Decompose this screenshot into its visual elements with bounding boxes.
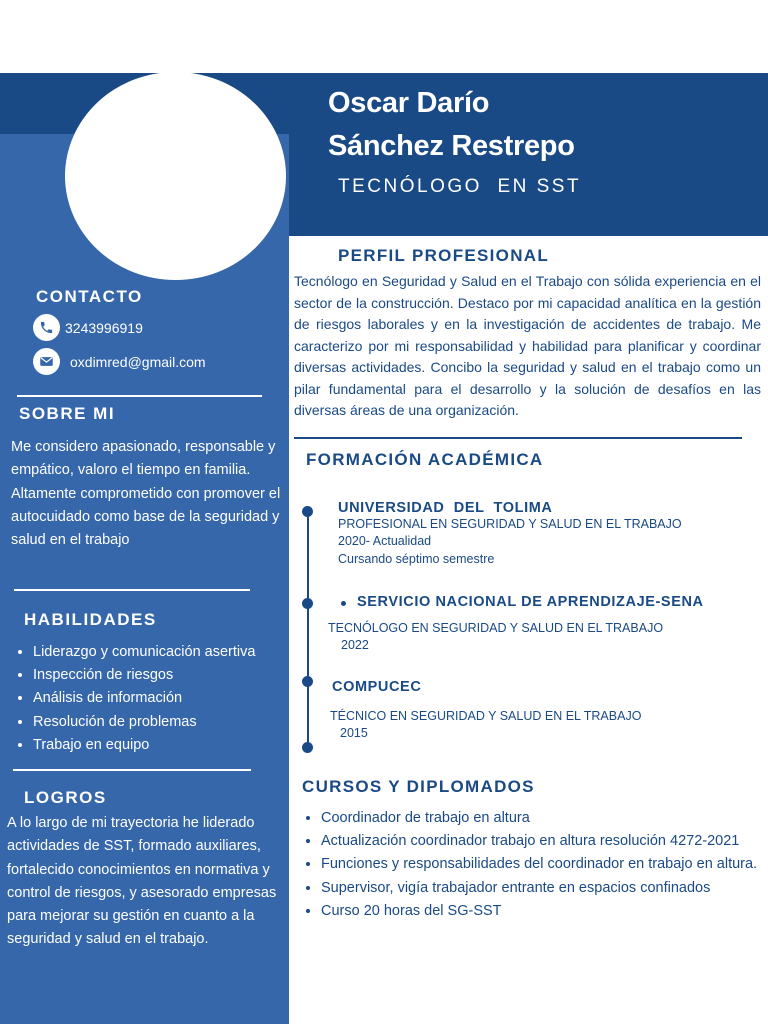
contact-email-row [33,348,206,375]
contact-email[interactable]: oxdimred@gmail.com [70,353,206,370]
profile-heading: PERFIL PROFESIONAL [338,246,550,265]
skill-item: • Análisis de información [33,687,255,710]
skill-item: • Liderazgo y comunicación asertiva [33,641,255,664]
skill-item: • Inspección de riesgos [33,664,255,687]
education-degree: TECNÓLOGO EN SEGURIDAD Y SALUD EN EL TRABAJO [328,621,664,635]
timeline-dot [302,506,313,517]
skill-item: • Trabajo en equipo [33,734,255,757]
education-heading: FORMACIÓN ACADÉMICA [306,450,544,469]
course-item: • Funciones y responsabilidades del coordinador en trabajo en altura. [321,853,768,876]
phone-icon [33,314,60,341]
about-text: Me considero apasionado, responsable y empático, valoro el tiempo en familia. Altamente comprometido con promover el autocuidado como base de la seguridad y salud en el trabajo [11,439,281,549]
course-item: • Coordinador de trabajo en altura [321,807,768,830]
contact-phone[interactable]: 3243996919 [65,319,143,336]
timeline-dot [302,598,313,609]
education-degree: TÉCNICO EN SEGURIDAD Y SALUD EN EL TRABAJO [330,709,642,723]
education-degree: PROFESIONAL EN SEGURIDAD Y SALUD EN EL TRABAJO [338,517,682,531]
contact-heading: CONTACTO [36,287,143,306]
about-heading: SOBRE MI [19,404,116,423]
name-line-2: Sánchez Restrepo [328,130,575,162]
achievements-text: A lo largo de mi trayectoria he liderado actividades de SST, formado auxiliares, fortalecido conocimientos en normativa y control de riesgos, y asesorado empresas para mejorar su gestión en cuanto a la seguridad y salud en el trabajo. [7,815,277,948]
candidate-name [328,82,575,168]
timeline-dot [302,676,313,687]
education-institution: COMPUCEC [332,679,422,695]
bullet-icon [341,601,346,606]
skills-list [13,641,255,757]
profile-text: Tecnólogo en Seguridad y Salud en el Trabajo con sólida experiencia en el sector de la construcción. Destaco por mi capacidad analítica en la gestión de riesgos laborales y en la investigación de accidentes de trabajo. Me caracterizo por mi responsabilidad y habilidad para planificar y coordinar diversas actividades. Concibo la seguridad y salud en el trabajo como un pilar fundamental para el desarrollo y la solución de desafíos en las diversas áreas de una organización. [294,273,761,418]
education-note: Cursando séptimo semestre [338,552,495,566]
sidebar-divider [14,589,250,591]
education-timeline [307,511,309,748]
name-line-1: Oscar Darío [328,87,490,119]
course-item: • Supervisor, vigía trabajador entrante en espacios confinados [321,877,768,900]
timeline-dot [302,742,313,753]
course-item: • Actualización coordinador trabajo en altura resolución 4272-2021 [321,830,768,853]
sidebar-divider [17,395,262,397]
envelope-icon [33,348,60,375]
education-period: 2015 [340,726,368,740]
courses-list [301,807,768,923]
education-period: 2022 [341,638,369,652]
courses-heading: CURSOS Y DIPLOMADOS [302,777,535,796]
profile-photo [65,72,286,280]
contact-phone-row [33,314,143,341]
sidebar-divider [13,769,251,771]
education-institution: UNIVERSIDAD DEL TOLIMA [338,500,553,516]
section-divider [294,437,742,439]
achievements-heading: LOGROS [24,788,107,807]
education-institution: SERVICIO NACIONAL DE APRENDIZAJE-SENA [357,594,704,610]
education-period: 2020- Actualidad [338,534,432,548]
course-item: • Curso 20 horas del SG-SST [321,900,768,923]
skills-heading: HABILIDADES [24,610,157,629]
skill-item: • Resolución de problemas [33,711,255,734]
job-title: TECNÓLOGO EN SST [338,176,582,197]
